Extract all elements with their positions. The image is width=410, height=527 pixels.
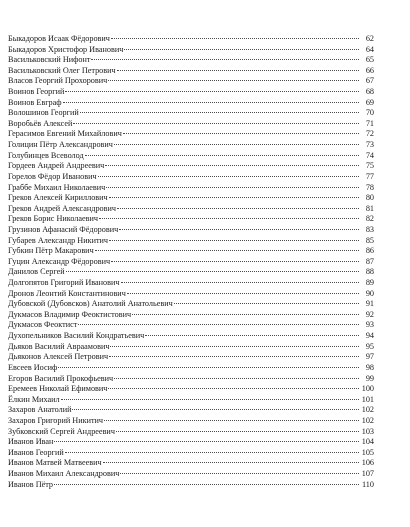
entry-page-number: 77: [365, 171, 374, 181]
dot-leader: [95, 250, 359, 251]
entry-name: Голицин Пётр Александрович: [8, 140, 113, 150]
entry-page-number: 99: [365, 373, 374, 383]
entry-name: Захаров Анатолий: [8, 405, 72, 415]
index-entry: [8, 299, 374, 310]
dot-leader: [120, 473, 359, 474]
entry-page-number: 82: [365, 214, 374, 224]
dot-leader: [111, 38, 359, 39]
index-entry: [8, 310, 374, 321]
entry-page-number: 70: [365, 108, 374, 118]
entry-page-number: 67: [365, 76, 374, 86]
dot-leader: [110, 346, 359, 347]
dot-leader: [174, 303, 359, 304]
entry-name: Власов Георгий Прохорович: [8, 76, 108, 86]
entry-name: Греков Борис Николаевич: [8, 214, 99, 224]
index-entry: [8, 448, 374, 459]
entry-name: Воробьёв Алексей: [8, 118, 73, 128]
entry-page-number: 66: [365, 65, 374, 75]
entry-name: Греков Алексей Кириллович: [8, 193, 108, 203]
dot-leader: [103, 462, 359, 463]
entry-page-number: 100: [361, 384, 374, 394]
dot-leader: [108, 388, 359, 389]
entry-page-number: 62: [365, 34, 374, 43]
dot-leader: [98, 176, 359, 177]
index-entry: [8, 289, 374, 300]
entry-page-number: 95: [365, 341, 374, 351]
index-entry: [8, 384, 374, 395]
index-entry: [8, 66, 374, 77]
entry-page-number: 102: [361, 415, 374, 425]
index-entry: [8, 257, 374, 268]
dot-leader: [109, 197, 359, 198]
dot-leader: [80, 112, 359, 113]
dot-leader: [63, 102, 359, 103]
entry-name: Воинов Евграф: [8, 97, 62, 107]
index-entry: [8, 108, 374, 119]
entry-page-number: 91: [365, 299, 374, 309]
entry-name: Быкадоров Исаак Фёдорович: [8, 34, 110, 43]
entry-name: Егоров Василий Прокофьевич: [8, 373, 114, 383]
dot-leader: [119, 229, 359, 230]
dot-leader: [54, 441, 359, 442]
entry-name: Иванов Матвей Матвеевич: [8, 458, 102, 468]
entry-name: Дукмасов Феоктист: [8, 320, 78, 330]
dot-leader: [78, 324, 359, 325]
entry-name: Ёлкин Михаил: [8, 394, 60, 404]
entry-name: Иванов Георгий: [8, 447, 64, 457]
dot-leader: [58, 367, 359, 368]
entry-name: Данилов Сергей: [8, 267, 65, 277]
dot-leader: [109, 356, 359, 357]
dot-leader: [117, 208, 359, 209]
dot-leader: [123, 133, 359, 134]
dot-leader: [65, 91, 359, 92]
dot-leader: [132, 314, 359, 315]
dot-leader: [72, 409, 359, 410]
dot-leader: [127, 293, 359, 294]
dot-leader: [116, 431, 359, 432]
entry-name: Граббе Михаил Николаевич: [8, 182, 106, 192]
entry-name: Быкадоров Христофор Иванович: [8, 44, 124, 54]
index-entry: [8, 480, 374, 491]
entry-page-number: 69: [365, 97, 374, 107]
dot-leader: [108, 80, 359, 81]
index-entry: [8, 331, 374, 342]
entry-page-number: 110: [362, 479, 374, 489]
dot-leader: [106, 187, 359, 188]
entry-name: Дьяконов Алексей Петрович: [8, 352, 109, 362]
entry-page-number: 64: [365, 44, 374, 54]
entry-page-number: 80: [365, 193, 374, 203]
entry-name: Духопельников Василий Кондратьевич: [8, 331, 145, 341]
entry-page-number: 105: [361, 447, 374, 457]
entry-name: Васильковский Нифонт: [8, 55, 91, 65]
dot-leader: [114, 378, 359, 379]
entry-page-number: 94: [365, 331, 374, 341]
entry-page-number: 73: [365, 140, 374, 150]
dot-leader: [54, 484, 359, 485]
index-entry: [8, 363, 374, 374]
entry-page-number: 106: [361, 458, 374, 468]
index-entry: [8, 267, 374, 278]
entry-name: Дьяков Василий Авраамович: [8, 341, 110, 351]
index-entry: [8, 405, 374, 416]
entry-page-number: 74: [365, 150, 374, 160]
entry-page-number: 90: [365, 288, 374, 298]
entry-page-number: 92: [365, 309, 374, 319]
entry-page-number: 88: [365, 267, 374, 277]
entry-page-number: 93: [365, 320, 374, 330]
dot-leader: [104, 420, 359, 421]
dot-leader: [85, 155, 359, 156]
index-entry: [8, 246, 374, 257]
entry-page-number: 97: [365, 352, 374, 362]
index-entry: [8, 374, 374, 385]
dot-leader: [61, 399, 359, 400]
entry-page-number: 104: [361, 437, 374, 447]
dot-leader: [91, 59, 359, 60]
entry-page-number: 89: [365, 278, 374, 288]
entry-name: Гордеев Андрей Андреевич: [8, 161, 105, 171]
dot-leader: [66, 271, 359, 272]
dot-leader: [109, 240, 359, 241]
entry-name: Гуцин Александр Фёдорович: [8, 256, 111, 266]
entry-page-number: 98: [365, 362, 374, 372]
index-entry: [8, 119, 374, 130]
entry-page-number: 83: [365, 224, 374, 234]
entry-page-number: 87: [365, 256, 374, 266]
dot-leader: [145, 335, 359, 336]
entry-name: Еремеев Николай Ефимович: [8, 384, 108, 394]
entry-name: Евсеев Иосиф: [8, 362, 58, 372]
index-entry: [8, 55, 374, 66]
dot-leader: [117, 70, 359, 71]
index-list: [8, 34, 374, 490]
entry-page-number: 103: [361, 426, 374, 436]
index-entry: [8, 214, 374, 225]
index-entry: [8, 395, 374, 406]
index-entry: [8, 161, 374, 172]
entry-page-number: 101: [361, 394, 374, 404]
entry-page-number: 71: [365, 118, 374, 128]
entry-page-number: 75: [365, 161, 374, 171]
index-entry: [8, 342, 374, 353]
entry-name: Герасимов Евгений Михайлович: [8, 129, 122, 139]
index-entry: [8, 87, 374, 98]
index-entry: [8, 98, 374, 109]
entry-name: Губарев Александр Никитич: [8, 235, 109, 245]
entry-page-number: 68: [365, 87, 374, 97]
dot-leader: [111, 261, 359, 262]
entry-name: Иванов Пётр: [8, 479, 54, 489]
entry-page-number: 65: [365, 55, 374, 65]
index-entry: [8, 427, 374, 438]
entry-name: Губкин Пётр Макарович: [8, 246, 94, 256]
entry-name: Греков Андрей Александрович: [8, 203, 117, 213]
index-entry: [8, 416, 374, 427]
entry-page-number: 85: [365, 235, 374, 245]
entry-name: Захаров Григорий Никитич: [8, 415, 104, 425]
entry-name: Долгопятов Григорий Иванович: [8, 278, 120, 288]
entry-page-number: 78: [365, 182, 374, 192]
entry-name: Грузинов Афанасий Фёдорович: [8, 224, 119, 234]
index-entry: [8, 278, 374, 289]
entry-page-number: 72: [365, 129, 374, 139]
entry-page-number: 102: [361, 405, 374, 415]
entry-name: Волошинов Георгий: [8, 108, 79, 118]
index-entry: [8, 129, 374, 140]
entry-name: Васильковский Олег Петрович: [8, 65, 116, 75]
entry-page-number: 86: [365, 246, 374, 256]
index-entry: [8, 151, 374, 162]
index-entry: [8, 204, 374, 215]
dot-leader: [121, 282, 359, 283]
index-entry: [8, 140, 374, 151]
dot-leader: [114, 144, 359, 145]
dot-leader: [65, 452, 359, 453]
entry-name: Иванов Михаил Александрович: [8, 468, 120, 478]
index-entry: [8, 352, 374, 363]
index-entry: [8, 320, 374, 331]
entry-name: Дронов Леонтий Константинович: [8, 288, 126, 298]
index-entry: [8, 469, 374, 480]
entry-page-number: 81: [365, 203, 374, 213]
dot-leader: [99, 218, 359, 219]
dot-leader: [124, 49, 359, 50]
index-entry: [8, 225, 374, 236]
index-entry: [8, 45, 374, 56]
entry-name: Горелов Фёдор Иванович: [8, 171, 97, 181]
dot-leader: [73, 123, 359, 124]
entry-name: Дубовской (Дубовсков) Анатолий Анатольевич: [8, 299, 173, 309]
entry-name: Голубинцев Всеволод: [8, 150, 84, 160]
index-entry: [8, 34, 374, 45]
index-entry: [8, 172, 374, 183]
dot-leader: [105, 165, 359, 166]
index-entry: [8, 437, 374, 448]
index-entry: [8, 236, 374, 247]
entry-name: Дукмасов Владимир Феоктистович: [8, 309, 132, 319]
entry-name: Иванов Иван: [8, 437, 54, 447]
index-entry: [8, 193, 374, 204]
entry-page-number: 107: [361, 468, 374, 478]
entry-name: Зубковский Сергей Андреевич: [8, 426, 115, 436]
index-entry: [8, 458, 374, 469]
index-entry: [8, 183, 374, 194]
entry-name: Воинов Георгий: [8, 87, 65, 97]
index-entry: [8, 76, 374, 87]
